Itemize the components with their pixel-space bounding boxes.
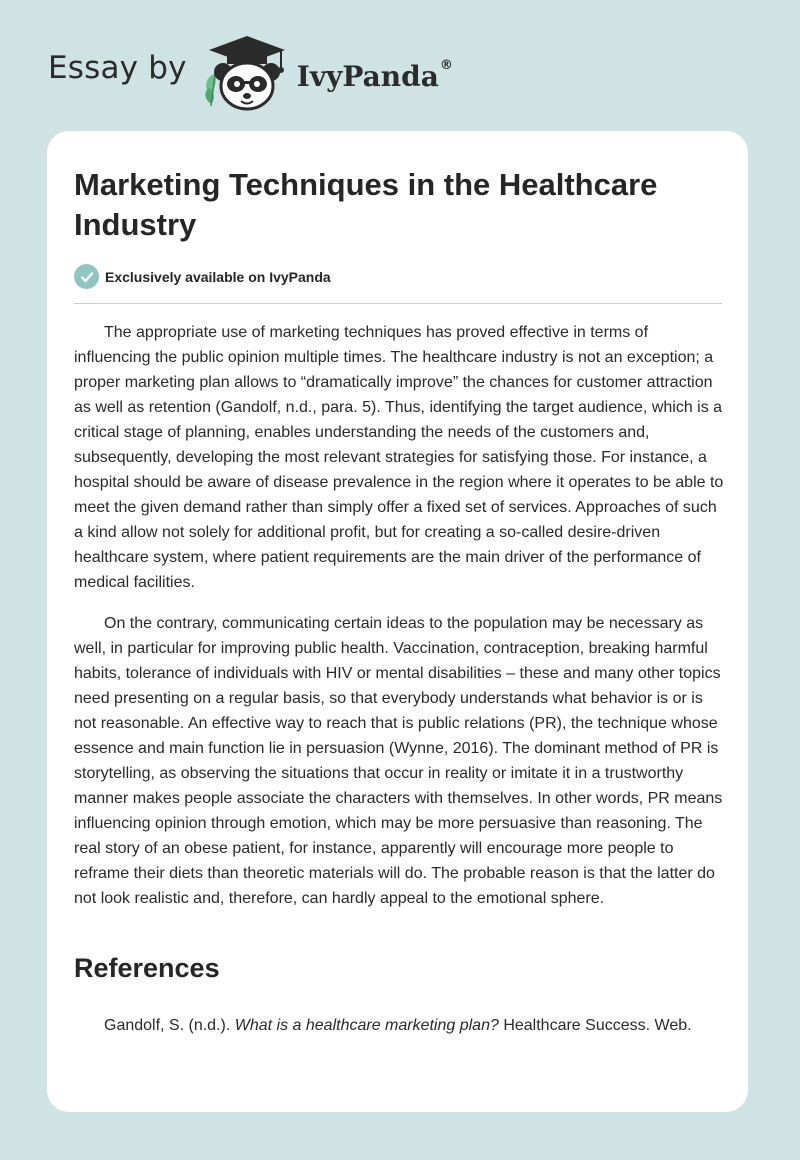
exclusive-label: Exclusively available on IvyPanda <box>105 268 331 285</box>
ivy-leaf-icon <box>205 74 215 106</box>
site-header <box>48 34 453 114</box>
page-title: Marketing Techniques in the Healthcare Industry <box>74 167 658 242</box>
reference-entry <box>104 1013 734 1038</box>
divider <box>74 303 722 304</box>
reference-publisher: Healthcare Success. Web. <box>498 1017 692 1034</box>
reference-author: Gandolf, S. (n.d.). <box>104 1017 235 1034</box>
reference-title: What is a healthcare marketing plan? <box>234 1017 499 1034</box>
references-heading: References <box>74 953 220 983</box>
registered-mark: ® <box>439 57 453 73</box>
brand-text: IvyPanda <box>296 59 439 93</box>
paragraph-2: On the contrary, communicating certain ideas to the population may be necessary as well, in particular for improving public health. Vaccination, contraception, breaking harmful habits, tolerance of individuals with HIV or mental disabilities – these and many other topics need presenting on a regular basis, so that everybody understands what behavior is or is not reasonable. An effective way to reach that is public relations (PR), the technique whose essence and main function lie in persuasion (Wynne, 2016). The dominant method of PR is storytelling, as observing the situations that occur in reality or imitate it in a trustworthy manner makes people associate the characters with themselves. In other words, PR means influencing opinion through emotion, which may be more persuasive than reasoning. The real story of an obese patient, for instance, apparently will encourage more people to reframe their diets than theoretic materials will do. The probable reason is that the latter do not look realistic and, therefore, can hardly appeal to the emotional sphere. <box>74 615 723 907</box>
check-icon <box>74 264 99 289</box>
essay-card <box>47 131 748 1112</box>
panda-graduate-icon[interactable] <box>201 34 293 114</box>
brand-name[interactable] <box>296 57 453 93</box>
essay-by-label: Essay by <box>48 50 187 86</box>
paragraph-1: The appropriate use of marketing techniques has proved effective in terms of influencing the public opinion multiple times. The healthcare industry is not an exception; a proper marketing plan allows to “dramatically improve” the chances for customer attraction as well as retention (Gandolf, n.d., para. 5). Thus, identifying the target audience, which is a critical stage of planning, enables understanding the needs of the customers and, subsequently, developing the most relevant strategies for satisfying those. For instance, a hospital should be aware of disease prevalence in the region where it operates to be able to meet the given demand rather than simply offer a fixed set of services. Approaches of such a kind allow not solely for additional profit, but for creating a so-called desire-driven healthcare system, where patient requirements are the main driver of the performance of medical facilities. <box>74 324 724 591</box>
essay-body <box>74 320 726 927</box>
exclusive-badge <box>74 264 331 289</box>
